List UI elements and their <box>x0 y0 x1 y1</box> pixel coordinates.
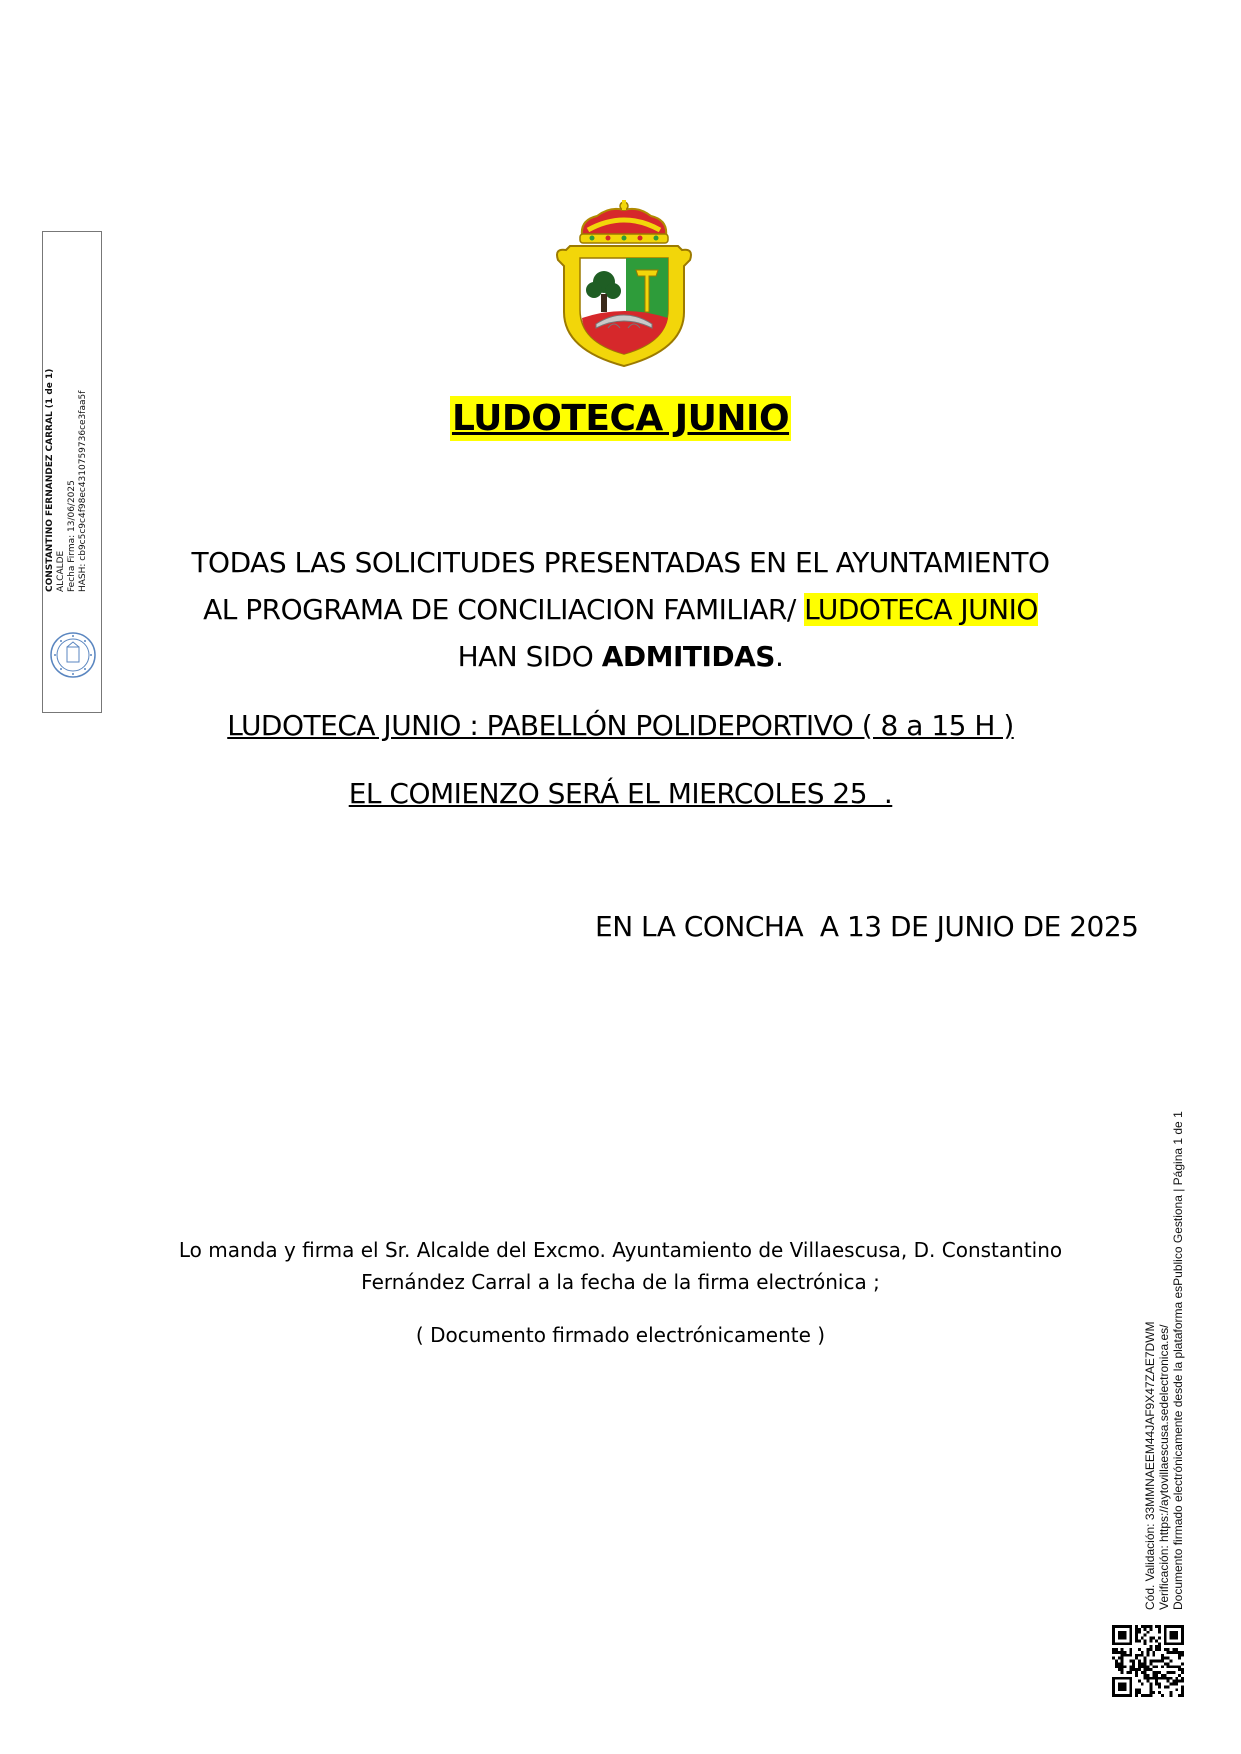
start-line <box>0 777 1241 810</box>
page-title <box>0 398 1241 439</box>
footer-line-3: ( Documento firmado electrónicamente ) <box>415 1323 826 1347</box>
footer-line-2: Fernández Carral a la fecha de la firma electrónica ; <box>361 1270 880 1294</box>
signature-hash: HASH: cb9c5c9c4f98ec4310759736ce3faa5f <box>78 390 88 592</box>
verification-url[interactable]: Verificación: https://aytovillaescusa.sedelectronica.es/ <box>1157 1324 1171 1610</box>
body-line-2-prefix: AL PROGRAMA DE CONCILIACION FAMILIAR/ <box>203 593 805 626</box>
body-line-3-suffix: . <box>774 640 784 673</box>
body-line-2-highlight: LUDOTECA JUNIO <box>804 593 1038 626</box>
body-line-1: TODAS LAS SOLICITUDES PRESENTADAS EN EL AYUNTAMIENTO <box>191 546 1050 579</box>
document-date: EN LA CONCHA A 13 DE JUNIO DE 2025 <box>595 910 1139 943</box>
body-line-3 <box>0 640 1241 673</box>
location-text: LUDOTECA JUNIO : PABELLÓN POLIDEPORTIVO ( 8 a 15 H ) <box>227 709 1014 742</box>
body-line-3-prefix: HAN SIDO <box>457 640 602 673</box>
signer-name: CONSTANTINO FERNANDEZ CARRAL (1 de 1) <box>45 368 55 592</box>
page-title-text: LUDOTECA JUNIO <box>451 398 790 439</box>
signer-role: ALCALDE <box>56 550 66 592</box>
body-line-2 <box>0 593 1241 626</box>
validation-code: Cód. Validación: 33MMNAEEM44JAF9X47ZAE7DWM <box>1143 1321 1157 1610</box>
footer-line-1: Lo manda y firma el Sr. Alcalde del Excmo. Ayuntamiento de Villaescusa, D. Constantino <box>178 1238 1063 1262</box>
platform-note: Documento firmado electrónicamente desde la plataforma esPublico Gestiona | Página 1 de 1 <box>1171 1111 1185 1610</box>
coat-of-arms-icon <box>552 200 696 368</box>
admitted-status: ADMITIDAS <box>601 640 775 673</box>
qr-code-icon <box>1112 1625 1184 1697</box>
location-line <box>0 709 1241 742</box>
signature-date: Fecha Firma: 13/06/2025 <box>67 480 77 592</box>
start-text: EL COMIENZO SERÁ EL MIERCOLES 25 . <box>348 777 893 810</box>
verification-text <box>1143 1090 1185 1610</box>
